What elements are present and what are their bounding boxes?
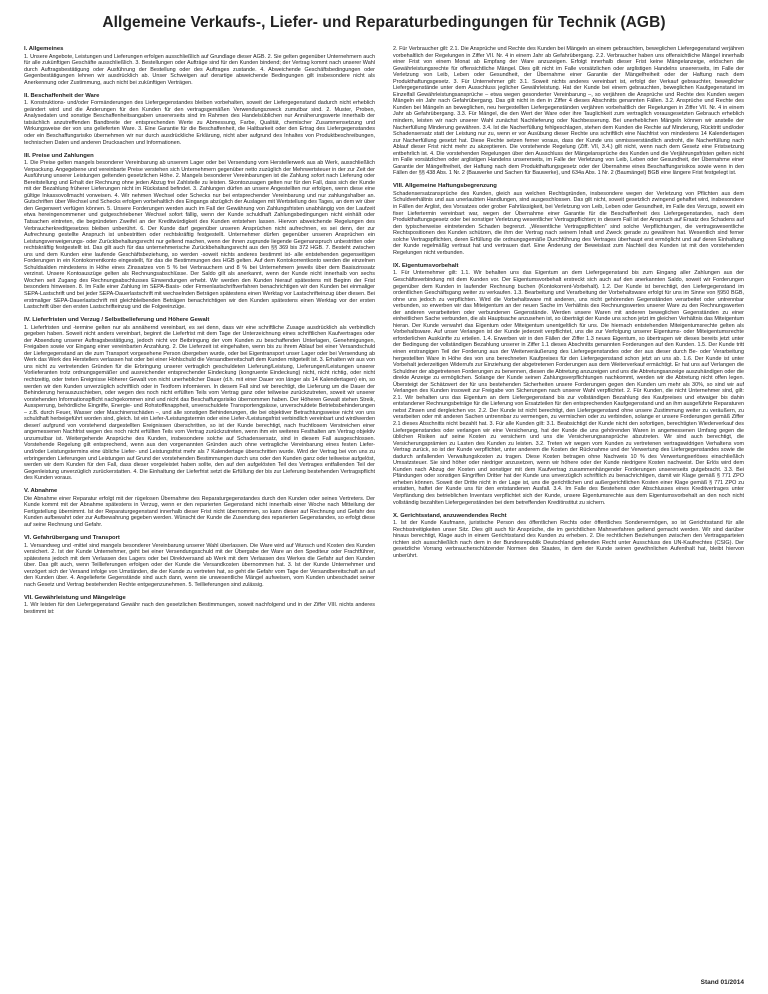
section-heading: X. Gerichtsstand, anzuwendendes Recht [393,512,507,519]
section-heading: VIII. Allgemeine Haftungsbegrenzung [393,183,497,190]
section-heading: VI. Gefahrübergang und Transport [24,535,120,541]
section [24,46,375,86]
section-text: 1. Unsere Angebote, Leistungen und Lieferungen erfolgen ausschließlich auf Grundlage dieser AGB. 2. Sie gelten gegenüber Unternehmern auch für alle zukünftigen Geschäfte ausschließlich. 3. Bestellungen oder Aufträge sind für den Kunden bindend; der Vertrag kommt nach unserer Wahl durch Auftragsbestätigung oder Ausführung der Bestellung oder des Auftrages zustande. 4. Abweichende Geschäftsbedingungen oder Gegenbestätigungen lehnen wir ausdrücklich ab. Unser Schweigen auf derartige abweichende Bedingungen gilt insbesondere nicht als Anerkennung oder Zustimmung, auch nicht bei zukünftigen Verträgen. [24,53,375,86]
columns [24,46,744,982]
section-heading: IV. Lieferfristen und Verzug / Selbstbelieferung und Höhere Gewalt [24,317,210,324]
section-heading: V. Abnahme [24,488,58,495]
section [393,46,744,177]
section-text: 1. Versandweg und -mittel sind mangels besonderer Vereinbarung unserer Wahl überlassen. Die Ware wird auf Wunsch und Kosten des Kunden versichert. 2. Ist der Kunde Unternehmer, geht bei einer Versendungsschuld mit der Übergabe der Ware an den Spediteur oder Frachtführer, spätestens jedoch mit dem Verlassen des Lagers oder bei Direktversand ab Werk mit dem Verlassen des Werkes die Gefahr auf den Kunden über. Das gilt auch, wenn Teillieferungen erfolgen oder der Kunde die Versandkosten übernommen hat. 3. Ist der Kunde Unternehmer und verzögert sich der Versand infolge von Umständen, die der Kunde zu vertreten hat, so geht die Gefahr vom Tage der Versandbereitschaft an auf den Kunden über. 4. Angelieferte Gegenstände sind auch dann, wenn sie unwesentliche Mängel aufweisen, vom Kunden unbeschadet seiner nach Gesetz und Vertrag bestehenden Rechte entgegenzunehmen. 5. Teillieferungen sind zulässig. [24,542,375,588]
column-left [24,46,375,982]
section-heading: IX. Eigentumsvorbehalt [393,262,459,269]
section [24,317,375,482]
section-text: Die Abnahme einer Reparatur erfolgt mit der rügelosen Übernahme des Reparaturgegenstandes durch den Kunden oder seines Vertreters. Der Kunde kommt mit der Abnahme spätestens in Verzug, wenn er den reparierten Gegenstand nicht innerhalb einer Woche nach Mitteilung der Fertigstellung übernimmt. Ist der Reparaturgegenstand innerhalb dieser Frist nicht übernommen, so kann dieser auf Rechnung und Gefahr des Kunden aufbewahrt oder zur Aufbewahrung gegeben werden. Wünscht der Kunde die Zusendung des reparierten Gegenstandes, so erfolgt diese auf seine Rechnung und Gefahr. [24,495,375,528]
section-heading: VII. Gewährleistung und Mängelrüge [24,594,126,601]
page-title: Allgemeine Verkaufs-, Liefer- und Reparaturbedingungen für Technik (AGB) [102,14,666,31]
section [24,153,375,311]
version-stamp: Stand 01/2014 [700,979,744,986]
section [24,488,375,528]
section-heading: II. Beschaffenheit der Ware [24,92,100,99]
section-text: 1. Die Preise gelten mangels besonderer Vereinbarung ab unserem Lager oder bei Versendung vom Herstellerwerk aus ab Werk, ausschließlich Verpackung. Angegebene und vereinbarte Preise verstehen sich Unternehmern gegenüber netto zuzüglich der Mehrwertsteuer in der zur Zeit der Ausführung unserer Leistungen geltenden gesetzlichen Höhe. 2. Mangels besonderer Vereinbarungen ist die Zahlung sofort nach Lieferung oder Bereitstellung und Erhalt der Rechnung ohne jeden Abzug frei Zahlstelle zu leisten. Skontozusagen gelten nur für den Fall, dass sich der Kunde mit der Bezahlung früherer Lieferungen nicht im Rückstand befindet. 3. Zahlungen dürfen an unsere Angestellten nur erfolgen, wenn diese eine gültige Inkassovollmacht vorweisen. 4. Wir nehmen Wechsel oder Schecks nur bei entsprechender Vereinbarung und nur zahlungshalber an. Gutschriften über Wechsel und Schecks erfolgen vorbehaltlich des Eingangs abzüglich der Auslagen mit Wertstellung des Tages, an dem wir über den Gegenwert verfügen können. 5. Unsere Forderungen werden auch im Fall der Gewährung von Zahlungsfristen unabhängig von der Laufzeit etwa hereingenommener und gutgeschriebener Wechsel sofort fällig, wenn der Kunde schuldhaft Zahlungsbedingungen nicht einhält oder Tatsachen eintreten, die begründeten Zweifel an der Kreditwürdigkeit des Kunden entstehen lassen. Hiervon abweichende Regelungen des Verbraucherkreditgesetzes bleiben unberührt. 6. Der Kunde darf gegenüber unseren Ansprüchen nicht aufrechnen, es sei denn, der zur Aufrechnung gestellte Anspruch ist unbestritten oder rechtskräftig festgestellt. Unternehmer dürfen gegenüber unseren Ansprüchen ein Leistungsverweigerungs- oder Zurückbehaltungsrecht nur geltend machen, wenn der ihnen zugrunde liegende Gegenanspruch unbestritten oder rechtskräftig festgestellt ist. Das gilt auch für das unternehmerische Zurückbehaltungsrecht aus den §§ 369 bis 372 HGB. 7. Besteht zwischen uns und dem Kunden eine laufende Geschäftsbeziehung, so werden -soweit nichts anderes bestimmt ist- alle entstehenden gegenseitigen Forderungen in ein Kontokorrentkonto eingestellt, für das die Bestimmungen des HGB gelten. Auf dem Kontokorrentkonto werden die einzelnen Schuldsalden mindestens in Höhe eines Zinssatzes von 5 % bei Verbrauchern und 8 % bei Unternehmern jeweils über dem Basiszinssatz verzinst. Unsere Kontoauszüge gelten als Rechnungsabschlüsse. Der Saldo gilt als anerkannt, wenn der Kunde nicht innerhalb von sechs Wochen seit Zugang des Rechnungsabschlusses Einwendungen erhebt. Wir werden den Kunden hierauf spätestens mit Beginn der Frist besonders hinweisen. 8. Im Falle einer Zahlung im SEPA-Basis- oder Firmenlastschriftverfahren benachrichtigen wir den Kunden bei einmaliger SEPA-Lastschrift und bei jeder SEPA-Dauerlastschrift mit wechselnden Beträgen spätestens einen Werktag vor Lastschrifteinzug über diesen. Bei erstmaliger SEPA-Dauerlastschrift mit gleichbleibenden Beträgen benachrichtigen wir den Kunden spätestens einen Werktag vor der ersten Lastschrift über den ersten Lastschrifteinzug und die Folgeeinzüge. [24,160,375,311]
section-text: 2. Für Verbraucher gilt: 2.1. Die Ansprüche und Rechte des Kunden bei Mängeln an einem gebrauchten, beweglichen Liefergegenstand verjähren vorbehaltlich der Regelungen in Ziffer VII. Nr. 4 in einem Jahr ab Gefahrübergang. 2.2. Verbraucher haben uns offensichtliche Mängel innerhalb einer Frist von einem Monat ab Empfang der Ware anzuzeigen. Erfolgt innerhalb dieser Frist keine Mängelanzeige, erlöschen die Gewährleistungsrechte für offensichtliche Mängel. Dies gilt nicht im Falle vorsätzlichen oder arglistigen Handelns unsererseits, im Falle der Verletzung von Leib, Leben oder Gesundheit, der Übernahme einer Garantie der Mängelfreiheit oder der Haftung nach dem Produkthaftungsgesetz. 3. Für Unternehmer gilt: 3.1. Soweit nichts anderes vereinbart ist, erfolgt der Verkauf gebrauchter, beweglicher Liefergegenstände unter dem Ausschluss jeglicher Gewährleistung. Hat der Kunde bei einem gebrauchten, beweglichen Kaufgegenstand im Einzelfall Gewährleistungsansprüche – etwa wegen gesonderter Vereinbarung –, so verjähren die Ansprüche und Rechte des Kunden wegen Mängeln ein Jahr nach Gefahrübergang. Das gilt nicht in den in Ziffer 4 dieses Abschnitts genannten Fällen. 3.2. Ansprüche und Rechte des Kunden bei Mängeln an beweglichen, neu hergestellten Liefergegenständen verjähren vorbehaltlich der Regelungen in Ziffer VII. Nr. 4 in einem Jahr ab Gefahrübergang. 3.3. Für Mängel, die den Wert der Ware oder ihre Tauglichkeit zum vertraglich vorausgesetzten Gebrauch erheblich mindern, leisten wir nach unserer Wahl zunächst Nachlieferung oder Nachbesserung. Bei unerheblichen Mängeln können wir anstelle der Nacherfüllung Minderung gewähren. 3.4. Ist die Nacherfüllung fehlgeschlagen, stehen dem Kunden die Rechte auf Minderung, Rücktritt und/oder Schadensersatz statt der Leistung nur zu, wenn er vor Ausübung dieser Rechte uns schriftlich eine Nachfrist von mindestens 14 Kalendertagen zur Nacherfüllung gesetzt hat. Diese Rechte setzen ferner voraus, dass der Kunde uns unmissverständlich androht, die Nacherfüllung nach Ablauf dieser Frist nicht mehr zu akzeptieren. Die vorstehende Regelung (Ziff. VII, 3.4.) gilt nicht, wenn nach dem Gesetz eine Fristsetzung entbehrlich ist. 4. Die vorstehenden Regelungen über den Ausschluss der Mängelansprüche des Kunden und die Verjährungsfristen gelten nicht im Falle vorsätzlichen oder arglistigen Handelns unsererseits, im Falle der Verletzung von Leib, Leben oder Gesundheit, der Übernahme einer Garantie der Mängelfreiheit, der Haftung nach dem Produkthaftungsgesetz oder der Übernahme eines Beschaffungsrisikos sowie wenn in den Fällen der §§ 438 Abs. 1 Nr. 2 (Bauwerke und Sachen für Bauwerke), und 634a Abs. 1 Nr. 2 (Baumängel) BGB eine längere Frist festgelegt ist. [393,46,744,177]
section [393,513,744,560]
section-text: Schadensersatzansprüche des Kunden, gleich aus welchen Rechtsgründen, insbesondere wegen der Verletzung von Pflichten aus dem Schuldverhältnis und aus unerlaubten Handlungen, sind ausgeschlossen. Das gilt nicht, soweit gesetzlich zwingend gehaftet wird, insbesondere in Fällen der Arglist, des Vorsatzes oder grober Fahrlässigkeit, bei Verletzung von Leib, Leben oder Gesundheit, im Falle des Verzugs, soweit ein fixer Liefertermin vereinbart war, wegen der Übernahme einer Garantie für die Beschaffenheit des Liefergegenstandes, nach dem Produkthaftungsgesetz oder bei sonstiger Verletzung wesentlicher Vertragspflichten; in diesem Fall ist der Anspruch auf Ersatz des Schadens auf den typischerweise eintretenden Schaden begrenzt. „Wesentliche Vertragspflichten“ sind solche Verpflichtungen, die vertragswesentliche Rechtspositionen des Kunden schützen, die ihm der Vertrag nach seinem Inhalt und Zweck gerade zu gewähren hat. Wesentlich sind ferner solche Vertragspflichten, deren Erfüllung die ordnungsgemäße Durchführung des Vertrages überhaupt erst ermöglicht und auf deren Einhaltung der Kunde regelmäßig vertraut hat und vertrauen darf. Eine Änderung der Beweislast zum Nachteil des Kunden ist mit den vorstehenden Regelungen nicht verbunden. [393,190,744,256]
section-text: 1. Wir leisten für den Liefergegenstand Gewähr nach den gesetzlichen Bestimmungen, soweit nachfolgend und in der Ziffer VIII. nichts anderes bestimmt ist: [24,602,375,615]
section [24,93,375,146]
section [24,535,375,588]
section [393,183,744,256]
column-right [393,46,744,982]
section-text: 1. Konstruktions- und/oder Formänderungen des Liefergegenstandes bleiben vorbehalten, soweit der Liefergegenstand dadurch nicht erheblich geändert wird und die Änderungen für den Kunden für den vertragsgemäßen Verwendungszweck zumutbar sind. 2. Muster, Proben, Analysedaten und sonstige Beschaffenheitsangaben unsererseits sind im Rahmen des Handelsüblichen nur Annäherungswerte innerhalb der tatsächlich anzutreffenden Bandbreite der entsprechenden Werte zu Abmessung, Farbe, Qualität, chemischer Zusammensetzung und Wirkungsweise der von uns gelieferten Ware. 3. Eine Garantie für die Beschaffenheit, die Haltbarkeit oder den Ertrag des Liefergegenstandes oder ein Beschaffungsrisiko übernehmen wir nur durch ausdrückliche Erklärung, nicht aber aufgrund des Inhaltes von Produktbeschreibungen, technischen Daten und anderen Drucksachen und Informationen. [24,100,375,146]
section-text: 1. Ist der Kunde Kaufmann, juristische Person des öffentlichen Rechts oder öffentliches Sondervermögen, so ist Gerichtsstand für alle Rechtsstreitigkeiten unser Sitz. Dies gilt auch für Ansprüche, die im gerichtlichen Mahnverfahren geltend gemacht werden. Wir sind darüber hinaus berechtigt, Klage auch in einem Gerichtsstand des Kunden zu erheben. 2. Die rechtlichen Beziehungen zwischen den Vertragsparteien richten sich ausschließlich nach dem in der Bundesrepublik Deutschland geltenden Recht unter Ausschluss des UN-Kaufrechtes (CSIG). Der gesetzliche Vorrang verbraucherschützender Normen des Staates, in dem der Kunde seinen gewöhnlichen Aufenthalt hat, bleibt hiervon unberührt. [393,520,744,559]
section-heading: III. Preise und Zahlungen [24,152,94,159]
section [393,263,744,506]
section [24,595,375,616]
section-heading: I. Allgemeines [24,46,64,52]
section-text: 1. Lieferfristen und -termine gelten nur als annähernd vereinbart, es sei denn, dass wir eine schriftliche Zusage ausdrücklich als verbindlich gegeben haben. Soweit nicht anders vereinbart, beginnt die Lieferfrist mit dem Tage der Unterzeichnung eines schriftlichen Kaufvertrages oder der Absendung unserer Auftragsbestätigung, jedoch nicht vor Beibringung der vom Kunden zu beschaffenden Unterlagen, Genehmigungen, Freigaben sowie vor Eingang einer vereinbarten Anzahlung. 2. Die Lieferzeit ist eingehalten, wenn bis zu ihrem Ablauf bei einer Versandschuld der Liefergegenstand an die zum Transport vorgesehene Person übergeben wurde, oder bei Eigentransport unser Lager oder bei Versendung ab Werk das Werk des Herstellers verlassen hat oder bei einer Hohlschuld die Versandbereitschaft dem Kunden mitgeteilt ist. 3. Erhalten wir aus von uns nicht zu vertretenden Gründen für die Erbringung unserer vertraglich geschuldeten Lieferung/Leistung, Lieferungen/Leistungen unserer Vorlieferanten trotz ordnungsgemäßer und ausreichender entsprechender Eindeckung (kongruente Eindeckung) nicht, nicht richtig, oder nicht rechtzeitig, oder treten Ereignisse Höherer Gewalt von nicht unerheblicher Dauer (d.h. mit einer Dauer von länger als 14 Kalendertagen) ein, so werden wir den Kunden unverzüglich schriftlich oder in Textform informieren. In diesem Fall sind wir berechtigt, die Lieferung um die Dauer der Behinderung herauszuschieben, oder wegen des noch nicht erfüllten Teils vom Vertrag ganz oder teilweise zurückzutreten, soweit wir unserer vorstehenden Informationspflicht nachgekommen sind und nicht das Beschaffungsrisiko übernommen haben. Der Höheren Gewalt stehen Streik, Aussperrung, behördliche Eingriffe, Energie- und Rohstoffknappheit, unverschuldete Transportengpässe, unverschuldete Betriebsbehinderungen – z.B. durch Feuer, Wasser oder Maschinenschäden –, und alle sonstigen Behinderungen, die bei objektiver Betrachtungsweise nicht von uns schuldhaft herbeigeführt worden sind, gleich. Ist ein Liefer-/Leistungstermin oder eine Liefer-/Leistungsfrist verbindlich vereinbart und wird/werden dieser/ aufgrund von vorstehend dargestellten Ereignissen überschritten, so ist der Kunde berechtigt, nach fruchtlosem Verstreichen einer angemessenen Nachfrist wegen des noch nicht erfüllten Teils vom Vertrag zurückzutreten, wenn ihm ein weiteres Festhalten am Vertrag objektiv unzumutbar ist. Weitergehende Ansprüche des Kunden, insbesondere solche auf Schadensersatz, sind in diesem Fall ausgeschlossen. Vorstehende Regelung gilt entsprechend, wenn aus den vorgenannten Gründen auch ohne vertragliche Vereinbarung eines festen Liefer- und/oder Leistungstermins eine übliche Liefer- und Leistungsfrist mehr als 7 Kalendertage überschritten wurde. Wird der Vertrag bei von uns zu erbringenden Lieferungen und Leistungen auf Grund der vorstehenden Bestimmungen durch uns oder den Kunden ganz oder teilweise aufgelöst, werden wir dem Kunden für den Fall, dass dieser vorgeleistet haben sollte, den auf den aufgelösten Teil des Vertrages entfallenden Teil der Gegenleistung unverzüglich zurückerstatten. 4. Die Einhaltung der Lieferfrist setzt die Erfüllung der bis zur Lieferung bestehenden Vertragspflicht des Kunden voraus. [24,324,375,482]
section-text: 1. Für Unternehmer gilt: 1.1. Wir behalten uns das Eigentum an dem Liefergegenstand bis zum Eingang aller Zahlungen aus der Geschäftsverbindung mit dem Kunden vor. Der Eigentumsvorbehalt erstreckt sich auch auf den anerkannten Saldo, soweit wir Forderungen gegenüber dem Kunden in laufender Rechnung buchen (Kontokorrent-Vorbehalt). 1.2. Der Kunde ist berechtigt, den Liefergegenstand im ordentlichen Geschäftsgang weiter zu verkaufen. 1.3. Bearbeitung und Verarbeitung der Vorbehaltsware erfolgt für uns im Sinne von §950 BGB, ohne uns jedoch zu verpflichten. Wird die Vorbehaltsware mit anderen, uns nicht gehörenden Gegenständen verarbeitet oder untrennbar verbunden, so erwerben wir das Miteigentum an der neuen Sache im Verhältnis des Rechnungswertes unserer Ware zu den Rechnungswerten der anderen verarbeiteten oder verbundenen Gegenstände. Werden unsere Waren mit anderen beweglichen Gegenständen zu einer einheitlichen Sache verbunden, die als Hauptsache anzusehen ist, so überträgt der Kunde uns schon jetzt im gleichen Verhältnis das Miteigentum hieran. Der Kunde verwahrt das Eigentum oder Miteigentum unentgeltlich für uns. Die hiernach entstehenden Miteigentumsrechte gelten als Vorbehaltsware. Auf unser Verlangen ist der Kunde jederzeit verpflichtet, uns die zur Verfolgung unserer Eigentums- oder Miteigentumsrechte erforderlichen Auskünfte zu erteilen. 1.4. Erwerben wir in den Fällen der Ziffer 1.3 neues Eigentum, so übertragen wir dieses bereits jetzt unter der Bedingung der vollständigen Bezahlung unserer in Ziffer 1.1 dieses Abschnitts genannten Forderungen auf den Kunden. 1.5. Der Kunde tritt einen erstrangigen Teil der Forderung aus der Weiterveräußerung des Liefergegenstandes oder der aus dieser durch Be- oder Verarbeitung hergestellten Ware in Höhe des von uns berechneten Kaufpreises für den Liefergegenstand schon jetzt an uns ab. 1.6. Der Kunde ist unter Vorbehalt jederzeitigen Widerrufs zur Einziehung der abgetretenen Forderungen aus dem Weiterverkauf ermächtigt. Er hat uns auf Verlangen die Schuldner der abgetretenen Forderungen zu benennen, diesen die Abtretung anzuzeigen und uns die Abtretungsanzeige auszuhändigen oder die direkte Anzeige zu ermöglichen. Solange der Kunde seinen Zahlungsverpflichtungen nachkommt, werden wir die Abtretung nicht offen legen. Übersteigt der Schätzwert der für uns bestehenden Sicherheiten unsere Forderungen gegen den Kunden um mehr als 30%, so sind wir auf Verlangen des Kunden insoweit zur Freigabe von Sicherungen nach unserer Wahl verpflichtet. 2. Für Kunden, die nicht Unternehmer sind, gilt: 2.1. Wir behalten uns das Eigentum an dem Liefergegenstand bis zur vollständigen Bezahlung des Kaufpreises und etwaiger bis dahin entstandener Rechnungsbeträge für die Lieferung von Ersatzteilen für den entsprechenden Kaufgegenstand und an ihm ausgeführte Reparaturen nebst Zinsen und dergleichen vor. 2.2. Der Kunde ist nicht berechtigt, den Liefergegenstand ohne unsere Zustimmung weiter zu veräußern, zu verarbeiten oder mit anderen Sachen untrennbar zu vermengen, zu vermischen oder zu verbinden, solange er unsere Forderungen gemäß Ziffer 2.1 dieses Abschnitts nicht bezahlt hat. 3. Für alle Kunden gilt: 3.1. Beabsichtigt der Kunde nicht den sofortigen, berechtigten Wiederverkauf des Liefergegenstandes oder verlangen wir eine Versicherung, hat der Kunde die uns gehörenden Waren in angemessenen Umfang gegen die üblichen Risiken auf seine Kosten zu versichern und uns die Versicherungsansprüche abzutreten. Wir sind auch berechtigt, die Versicherungsprämien zu Lasten des Kunden zu leisten. 3.2. Treten wir wegen vom Kunden zu vertretenen vertragswidrigen Verhaltens vom Vertrag zurück, so ist der Kunde verpflichtet, unter anderem die Kosten der Rücknahme und der Verwertung des Liefergegenstandes sowie die dadurch anfallenden Verwaltungskosten zu tragen. Diese Kosten betragen ohne Nachweis 10 % des Verwertungserlöses einschließlich Umsatzsteuer. Sie sind höher oder niedriger anzusetzen, wenn wir höhere oder der Kunde niedrigere Kosten nachweist. Der Erlös wird dem Kunden nach Abzug der Kosten und sonstiger mit dem Kaufvertrag zusammenhängender Forderungen unsererseits gutgebracht. 3.3. Bei Pfändungen oder sonstigen Eingriffen Dritter hat der Kunde uns unverzüglich schriftlich zu benachrichtigen, damit wir Klage gemäß § 771 ZPO erheben können. Soweit der Dritte nicht in der Lage ist, uns die gerichtlichen und außergerichtlichen Kosten einer Klage gemäß § 771 ZPO zu erstatten, haftet der Kunde uns für den entstandenen Ausfall. 3.4. Im Falle des Bestehens oder Abschlusses eines Kreditvertrages unter Verpfändung des betrieblichen Inventars verpflichtet sich der Kunde, unsere Eigentumsrechte aus dem Eigentumsvorbehalt an den noch nicht vollständig bezahlten Liefergegenständen bei dem betreffenden Kreditinstitut zu sichern. [393,270,744,506]
